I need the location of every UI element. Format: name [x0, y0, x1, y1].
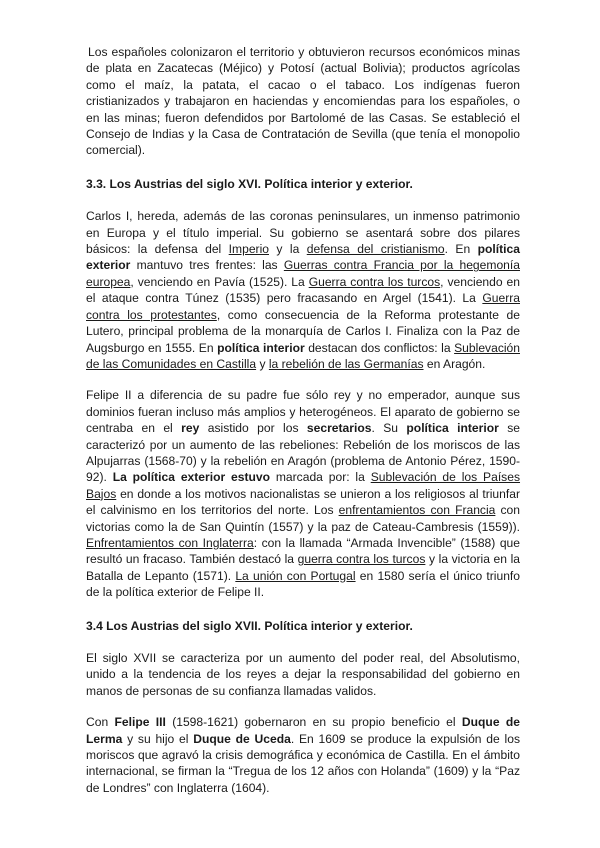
text-run: y la victoria en la Batalla de Lepanto (1571).	[86, 552, 521, 583]
underlined-term: Guerra contra los turcos	[308, 274, 441, 289]
paragraph-colonization: Los españoles colonizaron el territorio y obtuvieron recursos económicos minas de plata en Zacatecas (Méjico) y Potosí (actual Bolivia); productos agrícolas como el maíz, la patata, el cacao o el tabaco. Los indígenas fueron cristianizados y trabajaron en haciendas y encomiendas para los españoles, o en las minas; fueron defendidos por Bartolomé de las Casas. Se estableció el Consejo de Indias y la Casa de Contratación de Sevilla (que tenía el monopolio comercial).	[86, 45, 520, 158]
text-run: con victorias como la de San Quintín (1557) y la paz de Cateau-Cambresis (1559)).	[86, 503, 520, 534]
text-run: en 1580 sería el único triunfo de la política exterior de Felipe II.	[86, 568, 521, 600]
text-run: destacan dos conflictos: la	[304, 340, 455, 355]
bold-term: política exterior	[86, 242, 520, 273]
text-run: y	[256, 356, 269, 371]
paragraph-felipe-iii	[86, 714, 520, 796]
bold-term: política interior	[406, 421, 499, 436]
section-heading-3-3: 3.3. Los Austrias del siglo XVI. Política interior y exterior.	[86, 176, 413, 191]
underlined-term: Guerra contra los protestantes	[86, 291, 520, 322]
bold-term: secretarios	[306, 421, 372, 436]
section-heading-3-4: 3.4 Los Austrias del siglo XVII. Política interior y exterior.	[86, 618, 413, 633]
underlined-term: Imperio	[228, 242, 269, 257]
underlined-term: Sublevación de los Países Bajos	[86, 470, 521, 501]
text-run: y la	[269, 242, 307, 257]
text-run: asistido por los	[199, 421, 307, 436]
text-run: : con la llamada “Armada Invencible” (1588) que resultó un fracaso. También destacó la	[86, 535, 521, 567]
text-run: (1598-1621) gobernaron en su propio beneficio el	[165, 715, 462, 730]
text-run: mantuvo tres frentes: las	[130, 258, 284, 273]
bold-term: La política exterior estuvo	[112, 470, 271, 485]
bold-term: Felipe III	[114, 715, 166, 730]
text-run: Con	[86, 715, 115, 730]
underlined-term: Sublevación de las Comunidades en Castilla	[86, 340, 520, 371]
paragraph-felipe-ii	[86, 387, 520, 600]
underlined-term: Enfrentamientos con Inglaterra	[86, 535, 254, 550]
bold-term: rey	[181, 421, 200, 436]
text-run: . En	[444, 242, 478, 257]
text-run: y su hijo el	[122, 731, 194, 746]
text-run: Carlos I, hereda, además de las coronas peninsulares, un inmenso patrimonio en Europa y el título imperial. Su gobierno se asentará sobre dos pilares básicos: la defensa del	[86, 209, 520, 257]
bold-term: Duque de Lerma	[86, 715, 520, 746]
paragraph-carlos-i	[86, 208, 520, 372]
text-run: se caracterizó por un aumento de las rebeliones: Rebelión de los moriscos de las Alpujarras (1568-70) y la rebelión en Aragón (problema de Antonio Pérez, 1590-92).	[86, 421, 521, 485]
bold-term: Duque de Uceda	[193, 731, 291, 746]
underlined-term: la rebelión de las Germanías	[268, 356, 424, 371]
underlined-term: defensa del cristianismo	[306, 242, 445, 257]
text-run: . En 1609 se produce la expulsión de los moriscos que agravó la crisis demográfica y económica de Castilla. En el ámbito internacional, se firman la “Tregua de los 12 años con Holanda” (1609) y la “Paz de Londres” con Inglaterra (1604).	[86, 731, 520, 795]
underlined-term: La unión con Portugal	[235, 568, 356, 583]
text-run: . Su	[371, 421, 407, 436]
text-run: Felipe II a diferencia de su padre fue sólo rey y no emperador, aunque sus dominios fueran incluso más amplios y heterogéneos. El aparato de gobierno se centraba en el	[86, 388, 520, 436]
text-run: en Aragón.	[423, 356, 486, 371]
text-run: marcada por: la	[270, 470, 371, 485]
text-run: , como consecuencia de la Reforma protestante de Lutero, principal problema de la monarquía de Carlos I. Finaliza con la Paz de Augsburgo en 1555. En	[86, 307, 521, 355]
underlined-term: Guerras contra Francia por la hegemonía europea	[86, 258, 520, 289]
paragraph-siglo-xvii: El siglo XVII se caracteriza por un aumento del poder real, del Absolutismo, unido a la tendencia de los reyes a dejar la responsabilidad del gobierno en manos de personas de su confianza llamadas validos.	[86, 651, 520, 698]
text-run: , venciendo en el ataque contra Túnez (1535) pero fracasando en Argel (1541). La	[86, 274, 520, 306]
underlined-term: enfrentamientos con Francia	[338, 503, 496, 518]
text-run: en donde a los motivos nacionalistas se unieron a los religiosos al triunfar el calvinismo en los territorios del norte. Los	[86, 486, 520, 518]
text-run: , venciendo en Pavía (1525). La	[130, 274, 309, 289]
underlined-term: guerra contra los turcos	[297, 552, 426, 567]
bold-term: política interior	[217, 340, 305, 355]
